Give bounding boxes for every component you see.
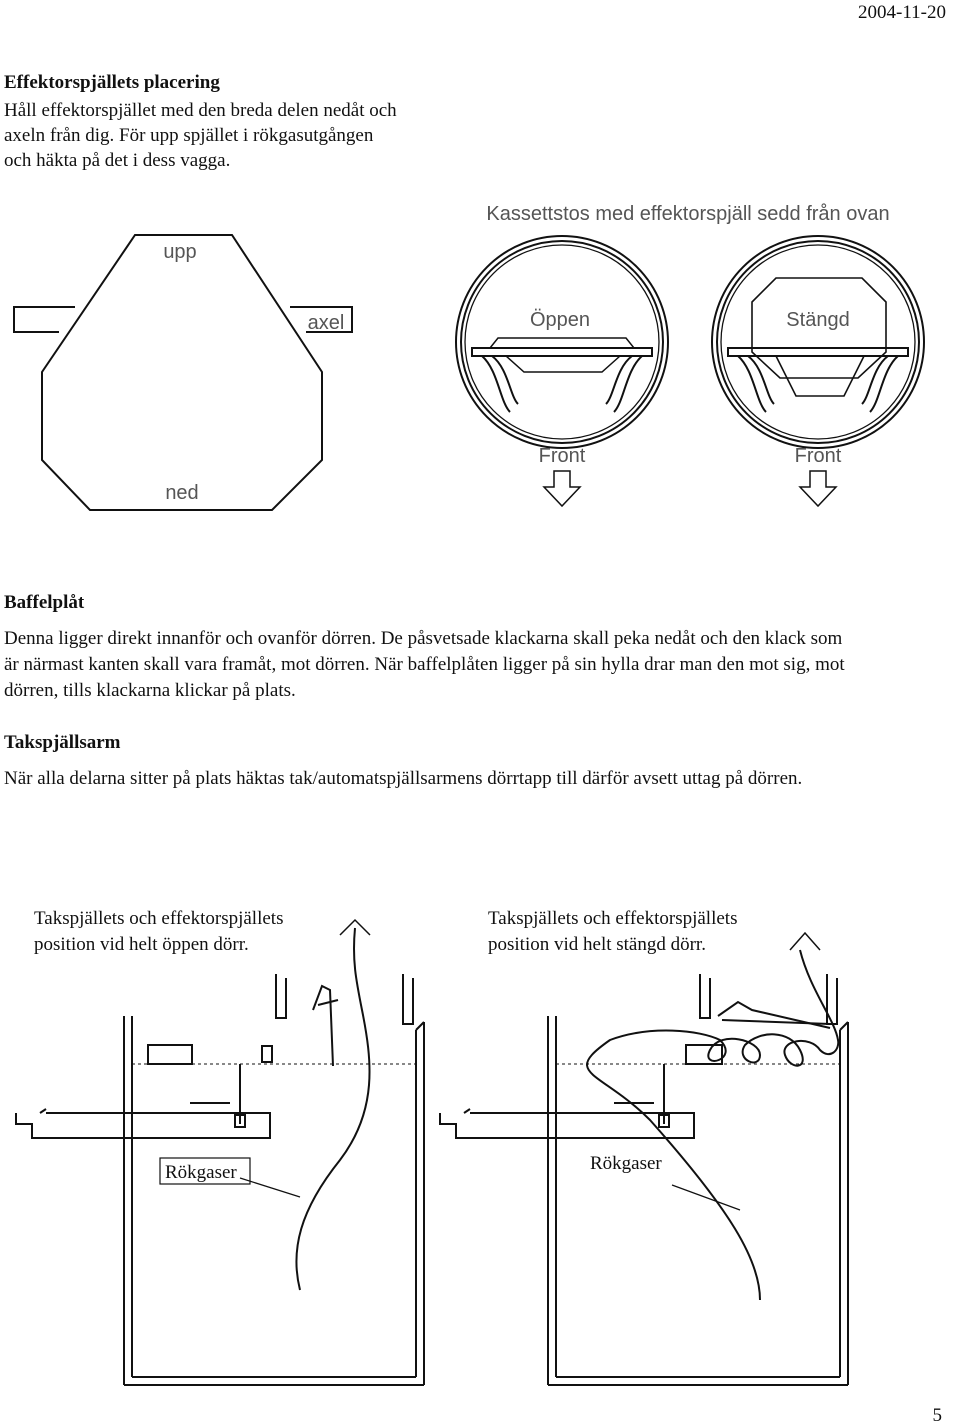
section1-line: axeln från dig. För upp spjället i rökgasutgången (4, 125, 374, 146)
damper-axle-label: axel (307, 312, 345, 334)
section-heading-baffelplat: Baffelplåt (4, 592, 85, 613)
damper-bottom-label: ned (165, 482, 199, 504)
section3-text: När alla delarna sitter på plats häktas tak/automatspjällsarmens dörrtapp till därför avsett uttag på dörren. (4, 768, 803, 789)
figure-closed-gas-label: Rökgaser (590, 1153, 662, 1174)
stove-open-door-drawing (16, 920, 424, 1385)
figure-open-caption-line: position vid helt öppen dörr. (34, 934, 249, 955)
section1-line: och häkta på det i dess vagga. (4, 150, 231, 171)
front-arrow-icon (800, 471, 836, 506)
cassette-closed-drawing (712, 236, 924, 448)
section-heading-effektorspjall: Effektorspjällets placering (4, 72, 220, 93)
figure-open-gas-label: Rökgaser (165, 1162, 237, 1183)
section2-line: Denna ligger direkt innanför och ovanför dörren. De påsvetsade klackarna skall peka nedåt och den klack som (4, 628, 843, 649)
section2-line: dörren, tills klackarna klickar på plats. (4, 680, 296, 701)
figure-open-caption-line: Takspjällets och effektorspjällets (34, 908, 284, 929)
cassette-open-label: Öppen (529, 309, 591, 331)
section2-line: är närmast kanten skall vara framåt, mot dörren. När baffelplåten ligger på sin hylla drar man den mot sig, mot (4, 654, 845, 675)
damper-top-label: upp (163, 241, 197, 263)
page-number: 5 (932, 1405, 942, 1426)
damper-plate-drawing (14, 235, 352, 510)
front-label-left: Front (538, 445, 586, 467)
front-label-right: Front (794, 445, 842, 467)
section-heading-takspjallsarm: Takspjällsarm (4, 732, 121, 753)
front-arrow-icon (544, 471, 580, 506)
section1-line: Håll effektorspjället med den breda delen nedåt och (4, 100, 397, 121)
cassette-closed-label: Stängd (786, 309, 850, 331)
cassette-open-drawing (456, 236, 668, 448)
figure-closed-caption-line: position vid helt stängd dörr. (488, 934, 706, 955)
document-date: 2004-11-20 (858, 2, 946, 23)
figure-closed-caption-line: Takspjällets och effektorspjällets (488, 908, 738, 929)
cassette-figure-title: Kassettstos med effektorspjäll sedd från ovan (486, 203, 890, 225)
